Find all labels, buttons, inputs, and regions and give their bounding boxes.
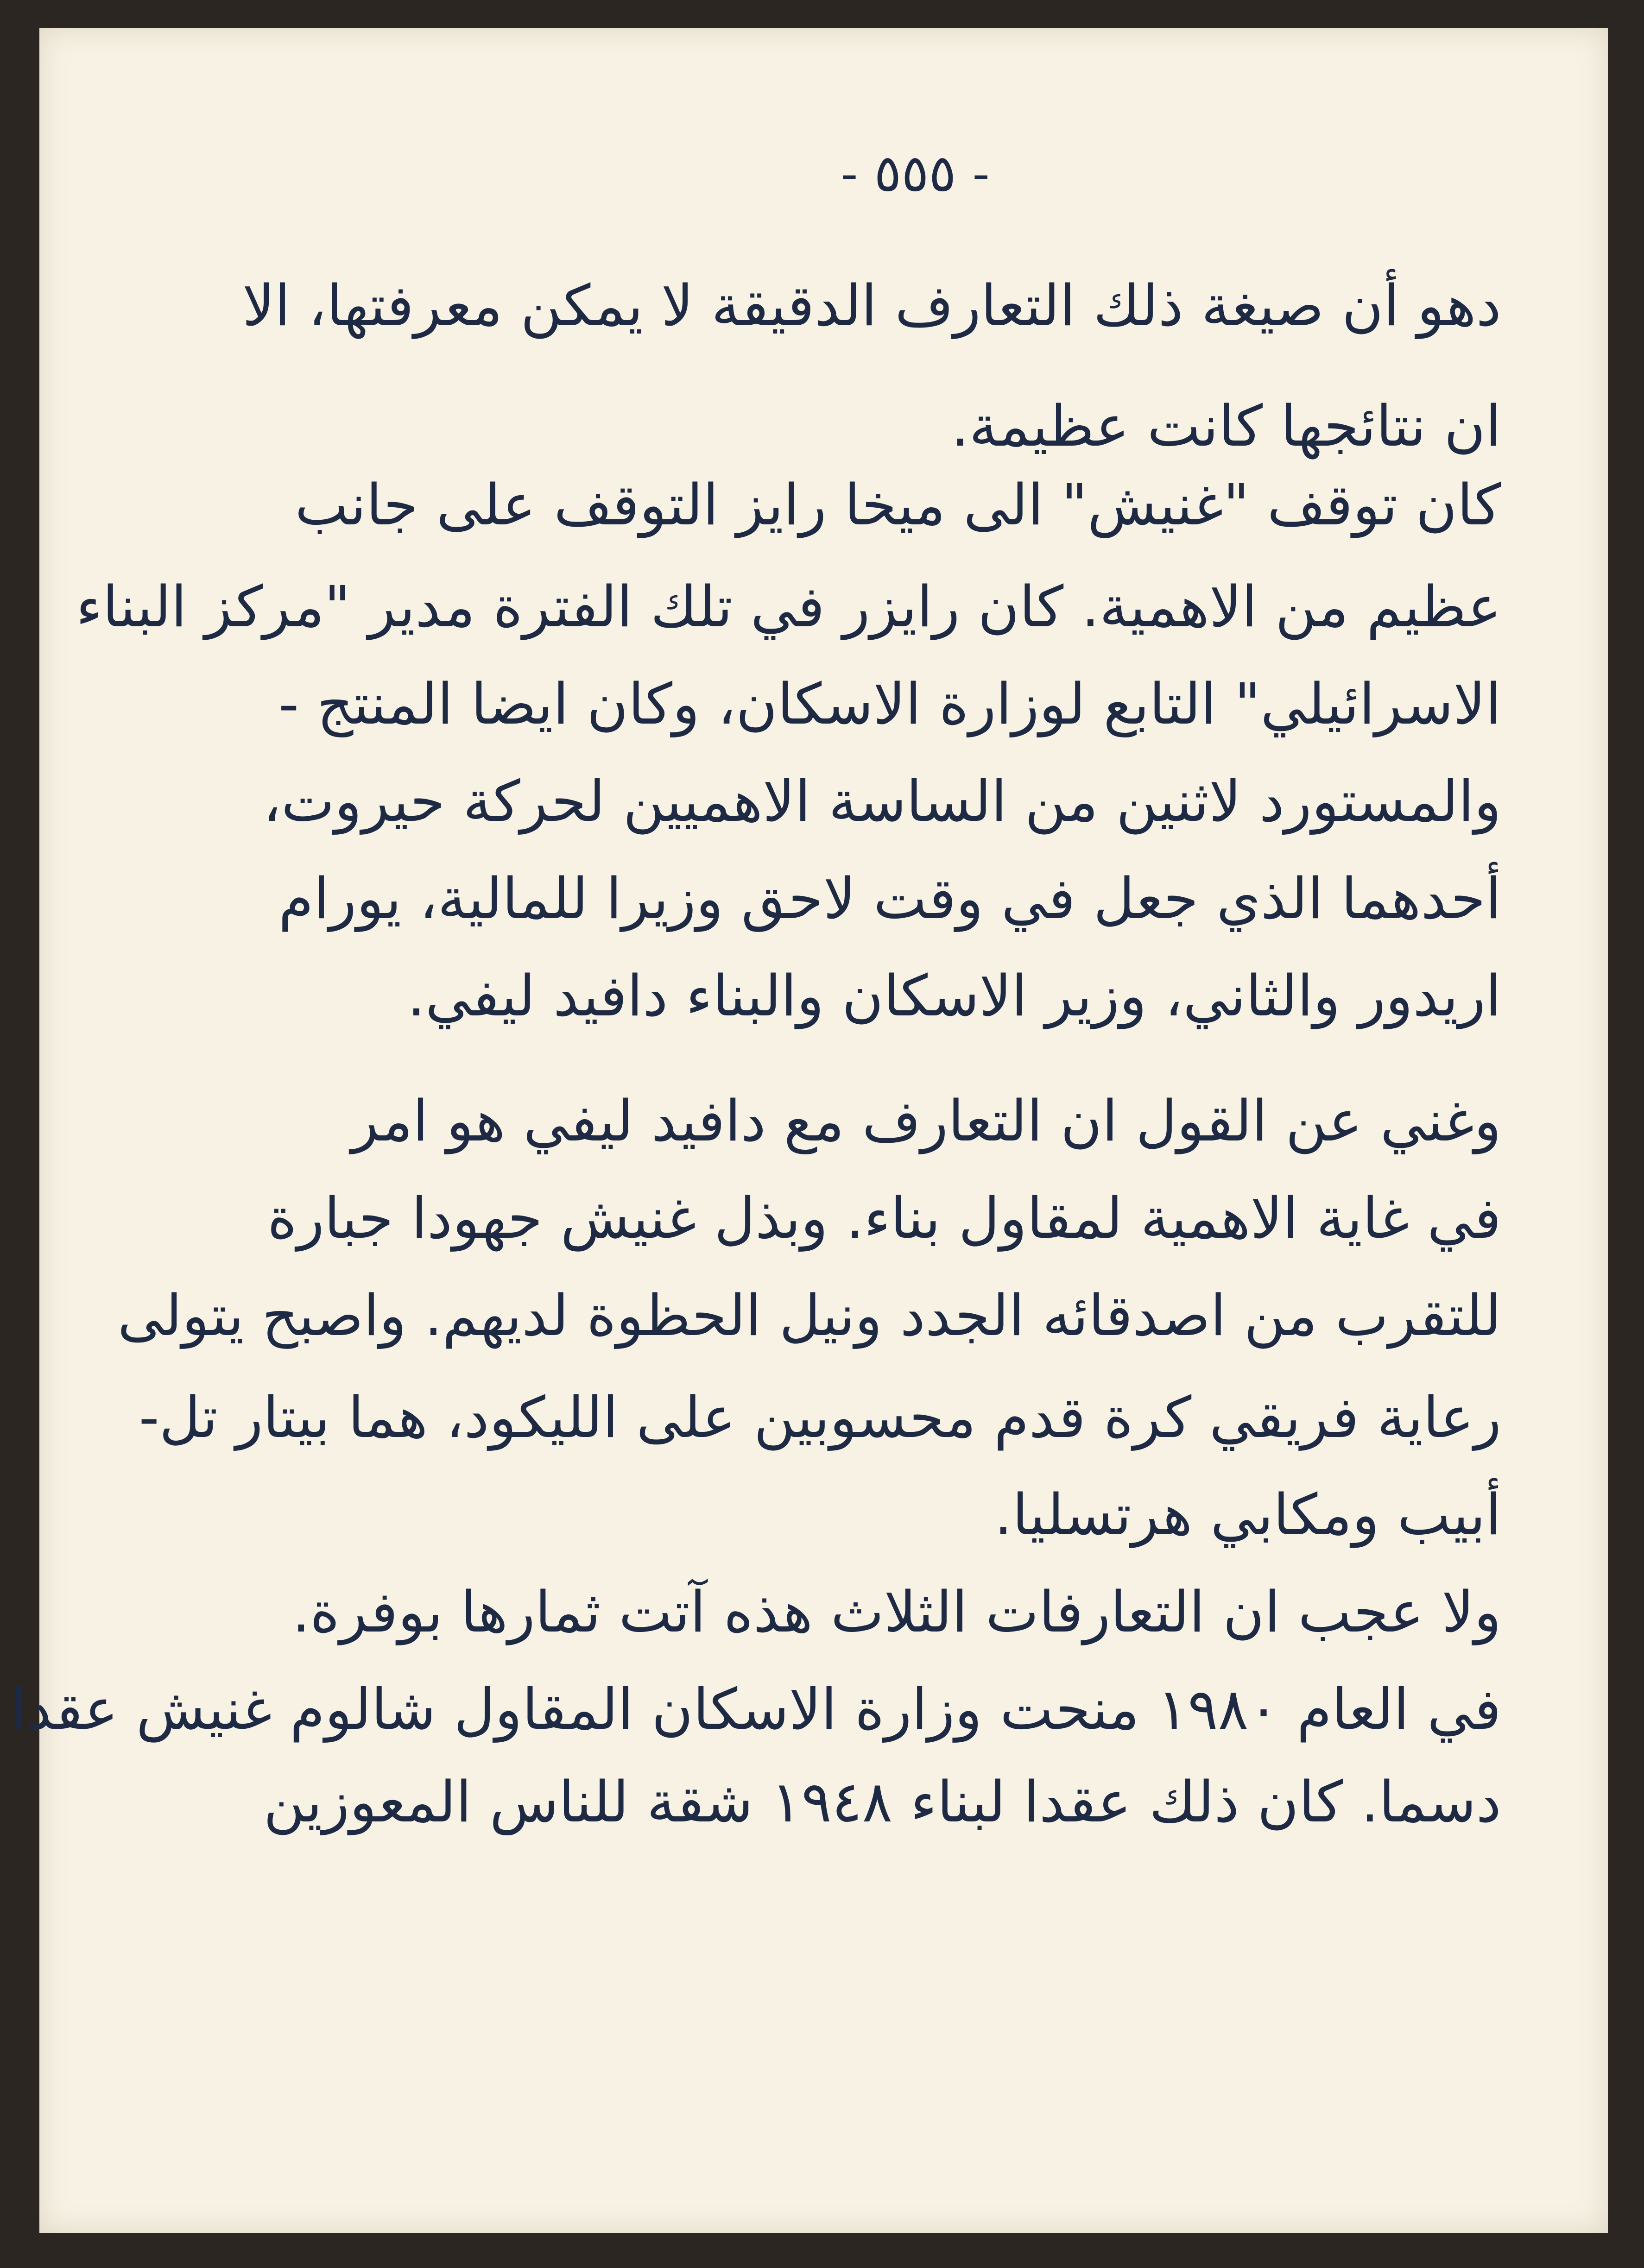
text-line-9: وغني عن القول ان التعارف مع دافيد ليفي هو امر [351,1088,1501,1154]
text-line-11: للتقرب من اصدقائه الجدد ونيل الحظوة لديهم. واصبح يتولى [117,1283,1501,1348]
text-line-10: في غاية الاهمية لمقاول بناء. وبذل غنيش جهودا جبارة [267,1185,1501,1251]
text-line-12: رعاية فريقي كرة قدم محسوبين على الليكود، هما بيتار تل- [139,1385,1501,1450]
text-line-6: والمستورد لاثنين من الساسة الاهميين لحركة حيروت، [263,769,1501,834]
text-line-4: عظيم من الاهمية. كان رايزر في تلك الفترة مدير "مركز البناء [76,574,1501,640]
manuscript-page [10,28,1608,2233]
text-line-1: دهو أن صيغة ذلك التعارف الدقيقة لا يمكن معرفتها، الا [242,273,1501,339]
page-number: - ٥٥٥ - [841,144,990,203]
text-line-8: اريدور والثاني، وزير الاسكان والبناء دافيد ليفي. [407,963,1501,1029]
text-line-5: الاسرائيلي" التابع لوزارة الاسكان، وكان ايضا المنتج - [278,671,1501,737]
text-line-2: ان نتائجها كانت عظيمة. [951,393,1501,459]
text-line-16: دسما. كان ذلك عقدا لبناء ١٩٤٨ شقة للناس المعوزين [263,1769,1501,1835]
text-line-7: أحدهما الذي جعل في وقت لاحق وزيرا للمالية، يورام [278,866,1501,932]
text-line-13: أبيب ومكابي هرتسليا. [994,1482,1501,1548]
text-line-14: ولا عجب ان التعارفات الثلاث هذه آتت ثمارها بوفرة. [292,1579,1501,1645]
text-line-15: في العام ١٩٨٠ منحت وزارة الاسكان المقاول شالوم غنيش عقدا [10,1676,1501,1742]
text-line-3: كان توقف "غنيش" الى ميخا رايز التوقف على جانب [295,472,1501,538]
